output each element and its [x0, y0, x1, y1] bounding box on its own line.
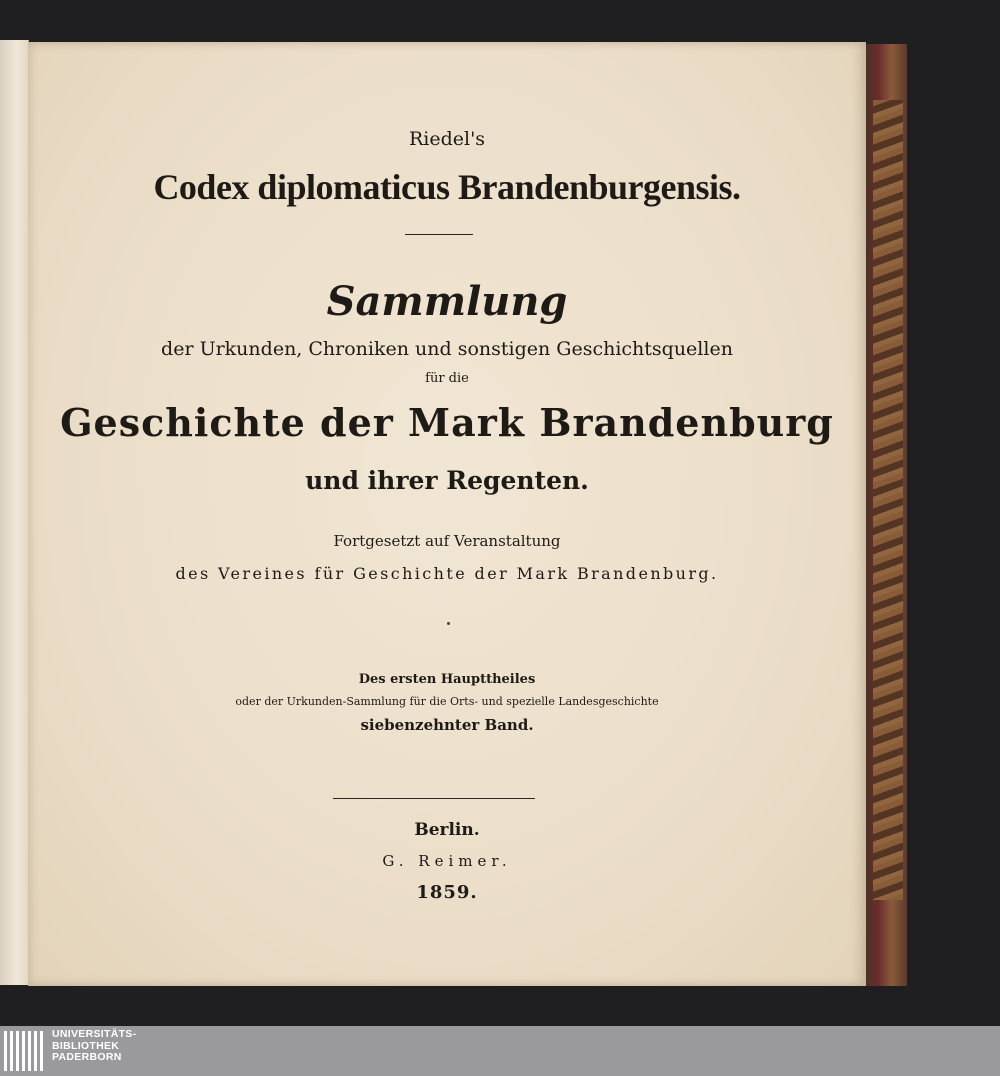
part-heading: Des ersten Haupttheiles: [358, 672, 536, 687]
marbled-board: [873, 100, 903, 900]
divider-rule: [405, 234, 473, 235]
title-page: [28, 42, 866, 986]
continuation-line: Fortgesetzt auf Veranstaltung: [333, 532, 561, 550]
collection-heading: Sammlung: [326, 278, 568, 325]
regents-line: und ihrer Regenten.: [305, 466, 589, 495]
main-title: Codex diplomaticus Brandenburgensis.: [153, 167, 741, 207]
logo-line-2: BIBLIOTHEK: [52, 1039, 120, 1052]
imprint-rule: [333, 798, 535, 799]
logo-line-1: UNIVERSITÄTS-: [52, 1028, 137, 1040]
place-of-publication: Berlin.: [414, 820, 480, 840]
part-description: oder der Urkunden-Sammlung für die Orts- und spezielle Landesgeschichte: [235, 695, 659, 708]
university-library-bars-icon: [4, 1029, 48, 1073]
library-logo-text: [52, 1029, 136, 1064]
volume-number: siebenzehnter Band.: [360, 716, 534, 734]
subtitle-connector: für die: [425, 371, 469, 386]
society-line: des Vereines für Geschichte der Mark Brandenburg.: [175, 564, 719, 583]
left-page-edge: [0, 40, 29, 985]
subtitle-sources: der Urkunden, Chroniken und sonstigen Geschichtsquellen: [161, 338, 733, 360]
ornament-dot: [447, 622, 450, 625]
history-title: Geschichte der Mark Brandenburg: [60, 400, 834, 445]
author-line: Riedel's: [408, 128, 486, 150]
publisher-name: G. Reimer.: [382, 852, 512, 870]
logo-line-3: PADERBORN: [52, 1051, 122, 1063]
library-footer-bar: [0, 1026, 1000, 1076]
publication-year: 1859.: [416, 882, 478, 903]
